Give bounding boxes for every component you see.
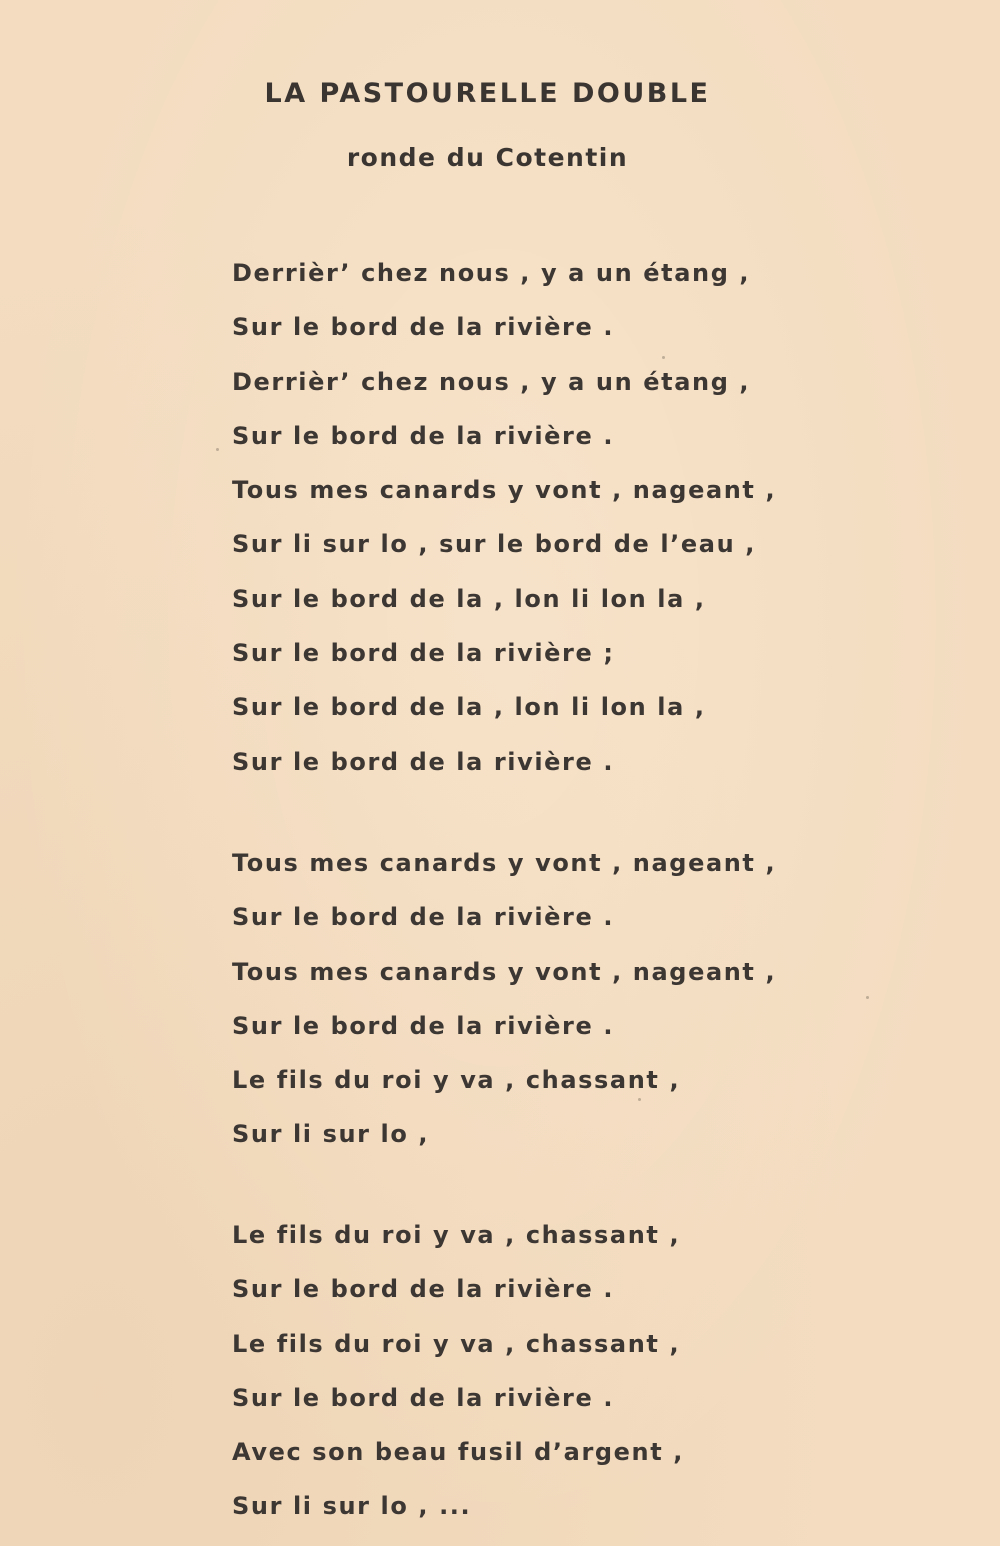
- verse-line: Derrièr’ chez nous , y a un étang ,: [232, 367, 751, 396]
- verse-line: Sur le bord de la , lon li lon la ,: [232, 693, 706, 722]
- song-subtitle: ronde du Cotentin: [346, 143, 629, 172]
- verse-line: Avec son beau fusil d’argent ,: [232, 1438, 684, 1467]
- paper-speck: [216, 448, 219, 451]
- verse-line: Sur le bord de la rivière .: [232, 1383, 615, 1412]
- paper-speck: [662, 356, 665, 359]
- verse-line: Sur li sur lo ,: [232, 1120, 430, 1149]
- verse-line: Sur le bord de la rivière ;: [232, 639, 615, 668]
- verse-line: Sur le bord de la rivière .: [232, 1011, 615, 1040]
- verse-line: Tous mes canards y vont , nageant ,: [232, 849, 777, 877]
- verse-line: Sur le bord de la rivière .: [232, 313, 615, 342]
- verse-line: Derrièr’ chez nous , y a un étang ,: [232, 259, 751, 287]
- verse-line: Sur le bord de la rivière .: [232, 1275, 615, 1304]
- verse-line: Sur li sur lo , sur le bord de l’eau ,: [232, 530, 756, 559]
- verse-line: Le fils du roi y va , chassant ,: [232, 1329, 681, 1358]
- verse-line: Tous mes canards y vont , nageant ,: [232, 957, 777, 986]
- verse-line: Sur le bord de la rivière .: [232, 747, 615, 776]
- stanza-3: [232, 1220, 684, 1546]
- verse-line: Sur le bord de la , lon li lon la ,: [232, 584, 706, 613]
- stanza-2: [232, 848, 776, 1174]
- paper-speck: [866, 996, 869, 999]
- verse-line: Le fils du roi y va , chassant ,: [232, 1221, 681, 1249]
- paper-speck: [638, 1098, 641, 1101]
- verse-line: Sur li sur lo , ...: [232, 1492, 472, 1521]
- stanza-1: [232, 258, 776, 801]
- verse-line: Tous mes canards y vont , nageant ,: [232, 476, 777, 505]
- verse-line: Le fils du roi y va , chassant ,: [232, 1066, 681, 1095]
- verse-line: Sur le bord de la rivière .: [232, 421, 615, 450]
- verse-line: Sur le bord de la rivière .: [232, 903, 615, 932]
- song-title: LA PASTOURELLE DOUBLE: [264, 78, 711, 109]
